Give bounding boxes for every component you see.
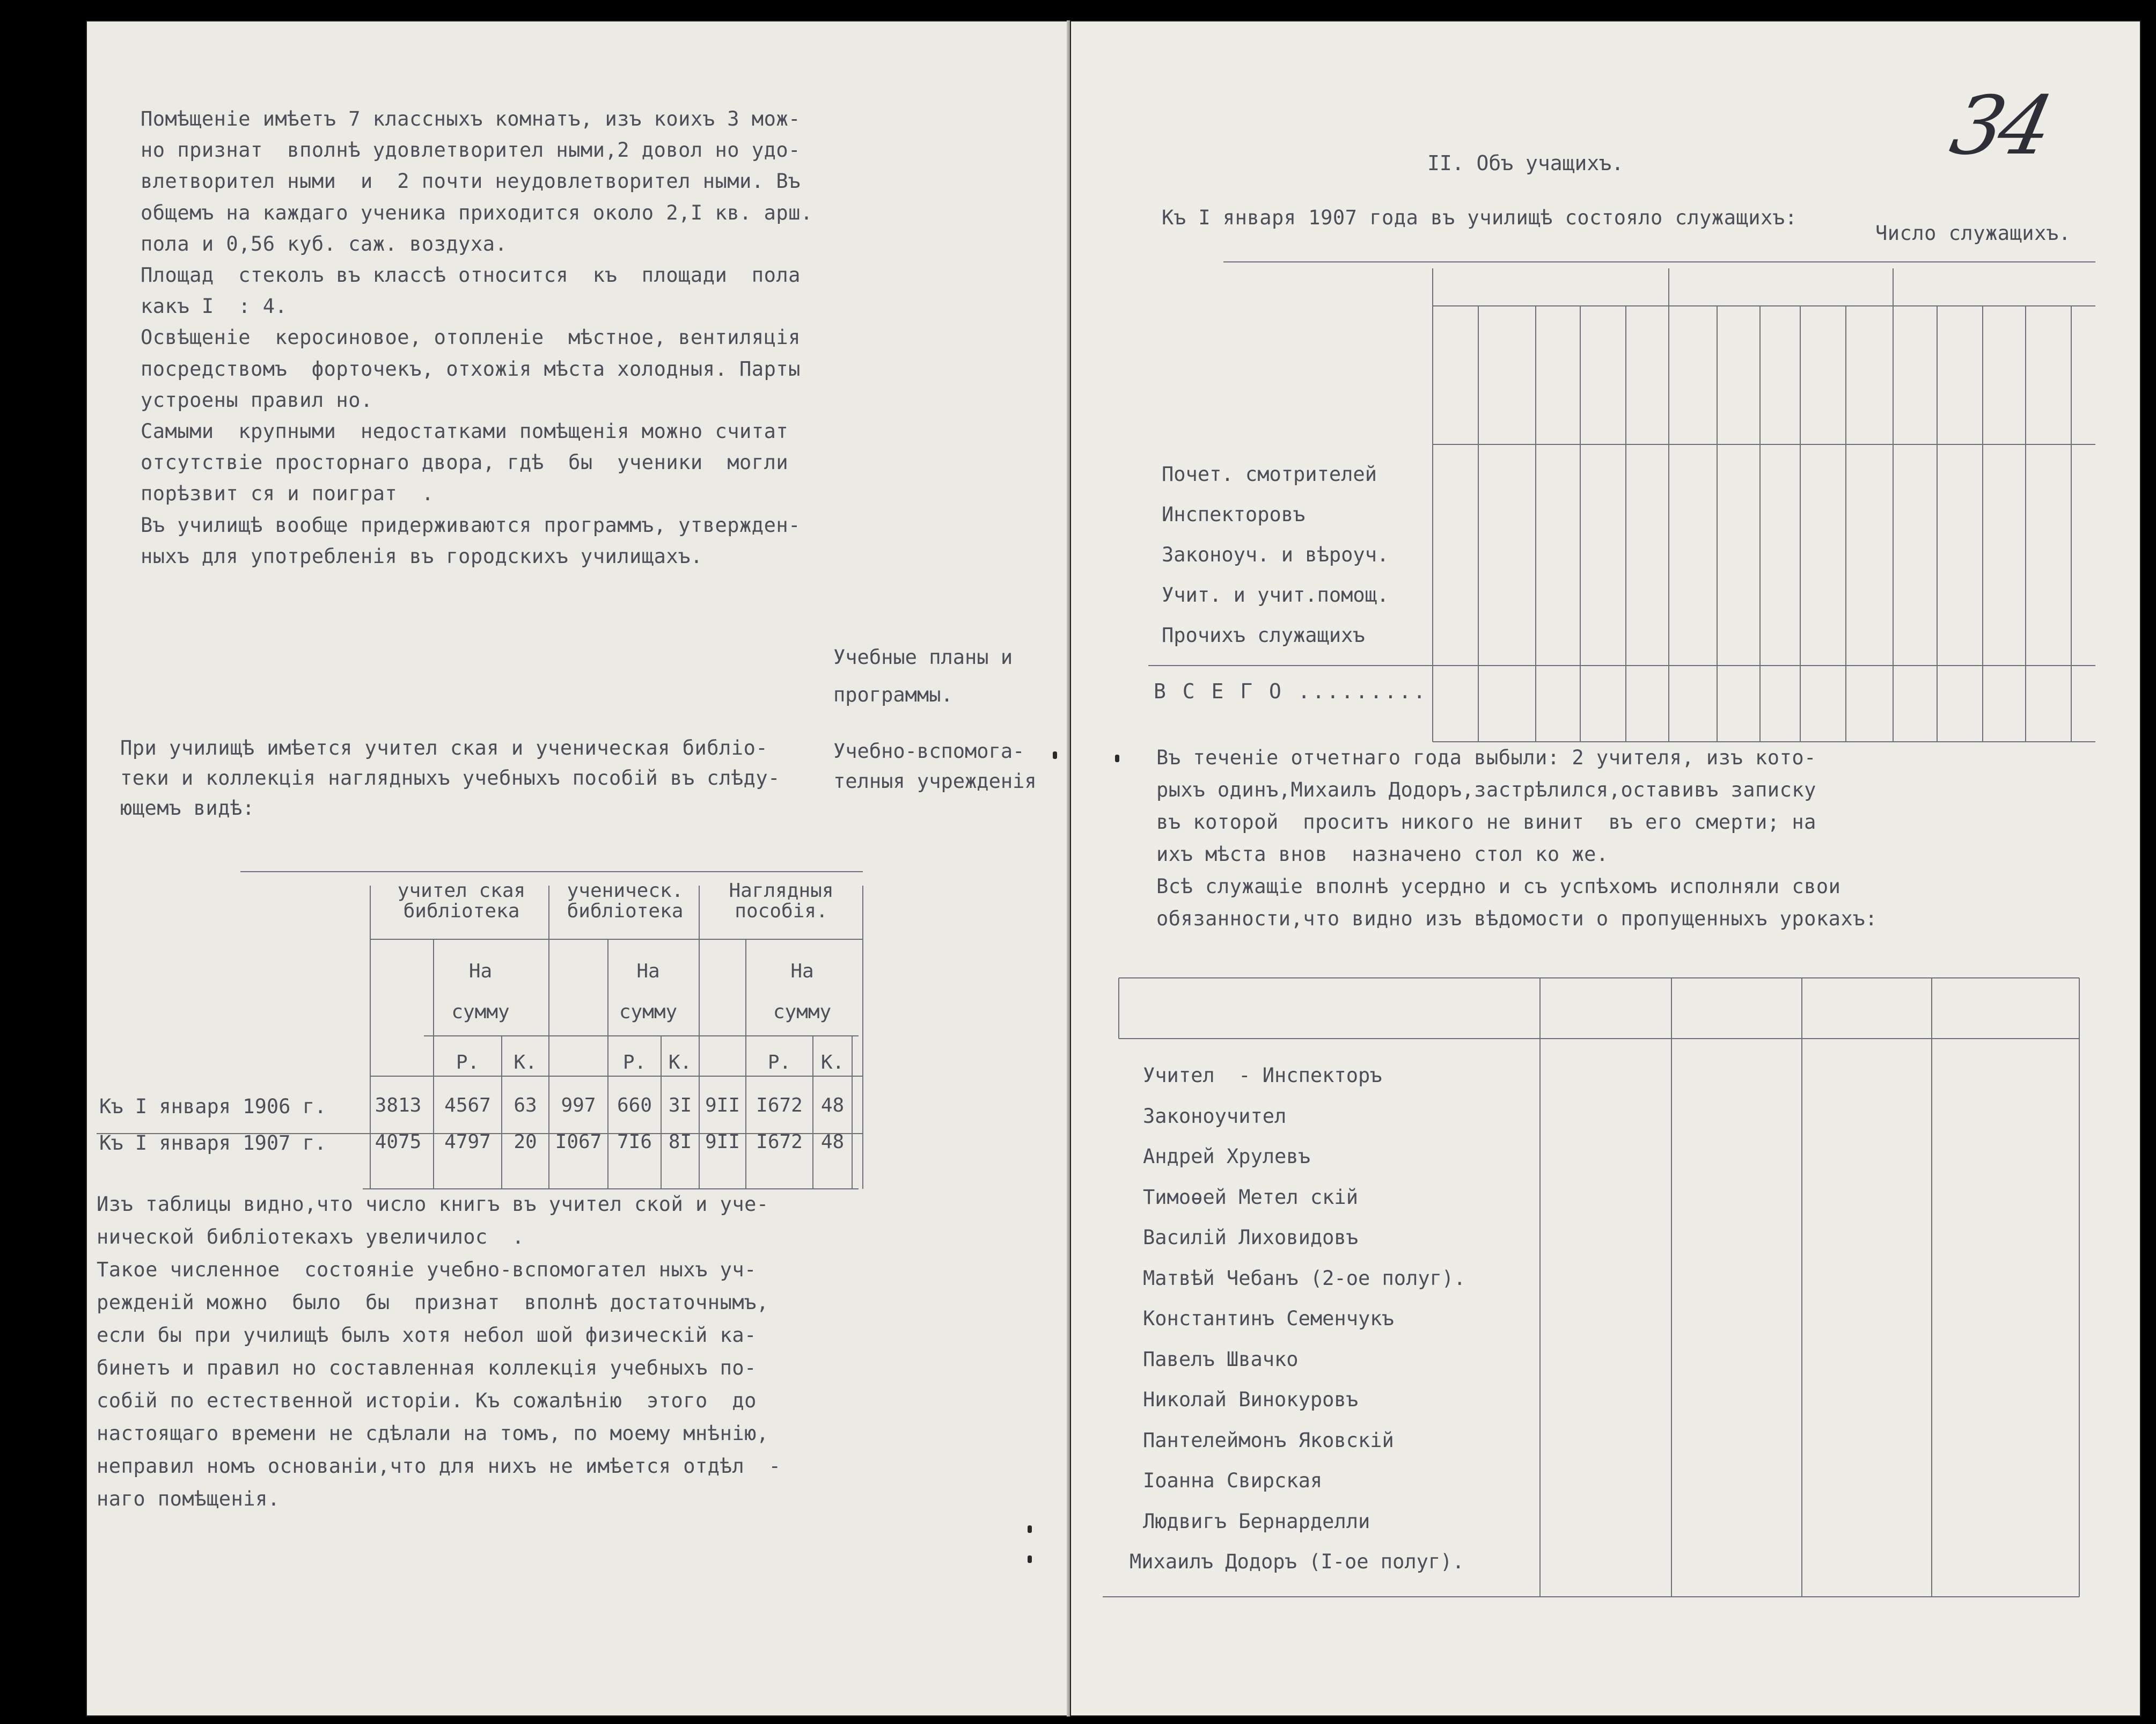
text-line: отсутствіе просторнаго двора, гдѣ бы ученики могли: [141, 451, 789, 474]
library-cell: 3I: [668, 1094, 692, 1116]
library-cell: 4567: [444, 1094, 491, 1116]
text-line: ныхъ для употребленія въ городскихъ училищахъ.: [141, 544, 703, 568]
sum-header: сумму: [619, 1001, 678, 1023]
absence-row-label: Іоанна Свирская: [1143, 1469, 1323, 1492]
library-cell: 63: [514, 1094, 537, 1116]
text-line: ющемъ видѣ:: [120, 797, 255, 820]
staff-row-label: Инспекторовъ: [1162, 503, 1306, 526]
text-line: Самыми крупными недостатками помѣщенія можно считат: [141, 420, 789, 443]
absence-row-label: Константинъ Семенчукъ: [1143, 1307, 1394, 1330]
sum-header: сумму: [451, 1001, 510, 1023]
staff-row-label: Почет. смотрителей: [1162, 463, 1377, 486]
library-cell: 4075: [375, 1131, 422, 1153]
margin-note-line: программы.: [833, 683, 953, 706]
sum-header: На: [468, 960, 493, 982]
library-cell: 48: [820, 1094, 845, 1116]
library-cell: 660: [617, 1094, 652, 1116]
absence-row-label: Матвѣй Чебанъ (2-ое полуг).: [1143, 1266, 1466, 1290]
text-line: Освѣщеніе керосиновое, отопленіе мѣстное, вентиляція: [141, 326, 801, 349]
text-line: теки и коллекція наглядныхъ учебныхъ пособій въ слѣду-: [120, 766, 780, 790]
ink-mark: [1115, 755, 1119, 762]
library-cell: 20: [514, 1131, 537, 1153]
library-group-header: библіотека: [403, 900, 520, 922]
section-heading: II. Объ учащихъ.: [1427, 151, 1624, 175]
text-line: собій по естественной исторіи. Къ сожалѣнію этого до: [97, 1389, 757, 1412]
text-line: устроены правил но.: [141, 388, 373, 412]
library-group-header: пособія.: [735, 900, 828, 922]
currency-kopecks: К.: [514, 1051, 537, 1073]
text-line: порѣзвит ся и поиграт .: [141, 482, 434, 506]
text-line: Въ теченіе отчетнаго года выбыли: 2 учителя, изъ кото-: [1156, 746, 1816, 769]
text-line: посредствомъ форточекъ, отхожія мѣста холодныя. Парты: [141, 357, 801, 381]
staff-table-total: В С Е Г О .........: [1154, 680, 1428, 703]
absence-row-label: Михаилъ Додоръ (I-ое полуг).: [1130, 1550, 1464, 1573]
sum-header: На: [636, 960, 660, 982]
text-line: режденій можно было бы признат вполнѣ достаточнымъ,: [97, 1291, 769, 1314]
text-line: обязанности,что видно изъ вѣдомости о пропущенныхъ урокахъ:: [1156, 907, 1878, 930]
library-cell: 9II: [705, 1131, 740, 1153]
ink-mark: [1028, 1555, 1032, 1563]
library-cell: 3813: [375, 1094, 422, 1116]
library-group-header: библіотека: [567, 900, 684, 922]
library-group-header: Наглядныя: [729, 880, 834, 902]
library-group-header: учител ская: [397, 880, 526, 902]
staff-intro: Къ I января 1907 года въ училищѣ состояло служащихъ:: [1162, 206, 1798, 229]
ink-mark: [1028, 1525, 1032, 1533]
text-line: Въ училищѣ вообще придерживаются программъ, утвержден-: [141, 513, 801, 537]
staff-row-label: Прочихъ служащихъ: [1162, 624, 1365, 647]
text-line: общемъ на каждаго ученика приходится около 2,I кв. арш.: [141, 201, 813, 224]
text-line: рыхъ одинъ,Михаилъ Додоръ,застрѣлился,оставивъ записку: [1156, 778, 1816, 801]
text-line: Такое численное состояніе учебно-вспомогател ныхъ уч-: [97, 1258, 757, 1281]
text-line: влетворител ными и 2 почти неудовлетворител ными. Въ: [141, 170, 801, 193]
text-line: бинетъ и правил но составленная коллекція учебныхъ по-: [97, 1356, 757, 1379]
text-line: Помѣщеніе имѣетъ 7 классныхъ комнатъ, изъ коихъ 3 мож-: [141, 107, 801, 130]
text-line: Площад стеколъ въ классѣ относится къ площади пола: [141, 264, 801, 287]
library-cell: 997: [561, 1094, 596, 1116]
sum-header: сумму: [773, 1001, 832, 1023]
page-number: 34: [1943, 79, 2057, 173]
text-line: какъ I : 4.: [141, 295, 288, 318]
absence-row-label: Законоучител: [1143, 1104, 1287, 1128]
library-cell: I067: [555, 1131, 602, 1153]
library-group-header: ученическ.: [567, 880, 684, 902]
text-line: неправил номъ основаніи,что для нихъ не имѣется отдѣл -: [97, 1455, 781, 1478]
library-cell: 9II: [705, 1094, 740, 1116]
library-cell: I672: [756, 1131, 803, 1153]
currency-rubles: Р.: [622, 1051, 647, 1073]
library-row-label: Къ I января 1907 г.: [99, 1131, 327, 1155]
library-cell: I672: [756, 1094, 803, 1116]
text-line: въ которой проситъ никого не винит въ его смерти; на: [1156, 810, 1816, 834]
text-line: наго помѣщенія.: [97, 1487, 280, 1510]
ink-mark: [1053, 751, 1057, 759]
text-line: настоящаго времени не сдѣлали на томъ, по моему мнѣнію,: [97, 1422, 769, 1445]
text-line: ихъ мѣста внов назначено стол ко же.: [1156, 843, 1609, 866]
absence-row-label: Василій Лиховидовъ: [1143, 1226, 1358, 1249]
currency-rubles: Р.: [767, 1051, 791, 1073]
text-line: пола и 0,56 куб. саж. воздуха.: [141, 232, 508, 255]
staff-row-label: Учит. и учит.помощ.: [1162, 583, 1389, 607]
library-cell: 7I6: [617, 1131, 652, 1153]
margin-note-line: Учебные планы и: [833, 646, 1013, 669]
absence-row-label: Учител - Инспекторъ: [1143, 1064, 1382, 1087]
margin-note-line: телныя учрежденія: [833, 770, 1037, 793]
absence-row-label: Людвигъ Бернарделли: [1143, 1509, 1370, 1533]
library-cell: 48: [820, 1131, 845, 1153]
staff-count-heading: Число служащихъ.: [1875, 222, 2071, 245]
currency-rubles: Р.: [456, 1051, 480, 1073]
text-line: но признат вполнѣ удовлетворител ными,2 довол но удо-: [141, 138, 801, 162]
currency-kopecks: К.: [820, 1051, 845, 1073]
library-cell: 8I: [668, 1131, 692, 1153]
absence-row-label: Пантелеймонъ Яковскій: [1143, 1428, 1394, 1452]
staff-row-label: Законоуч. и вѣроуч.: [1162, 543, 1389, 566]
text-line: При училищѣ имѣется учител ская и ученическая библіо-: [120, 736, 768, 759]
text-line: Всѣ служащіе вполнѣ усердно и съ успѣхомъ исполняли свои: [1156, 875, 1841, 898]
text-line: если бы при училищѣ былъ хотя небол шой физическій ка-: [97, 1324, 757, 1347]
absence-row-label: Андрей Хрулевъ: [1143, 1145, 1310, 1168]
margin-note-line: Учебно-вспомога-: [833, 740, 1025, 763]
sum-header: На: [790, 960, 814, 982]
text-line: нической библіотекахъ увеличилос .: [97, 1225, 525, 1248]
text-line: Изъ таблицы видно,что число книгъ въ учител ской и уче-: [97, 1193, 769, 1216]
currency-kopecks: К.: [668, 1051, 692, 1073]
library-row-label: Къ I января 1906 г.: [99, 1095, 327, 1118]
library-cell: 4797: [444, 1131, 491, 1153]
absence-row-label: Тимоѳей Метел скій: [1143, 1185, 1358, 1209]
absence-row-label: Павелъ Швачко: [1143, 1347, 1299, 1371]
absence-row-label: Николай Винокуровъ: [1143, 1388, 1358, 1411]
